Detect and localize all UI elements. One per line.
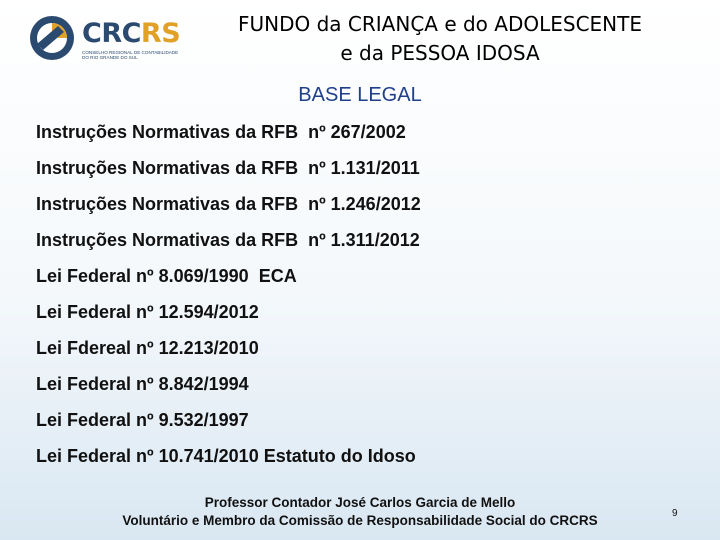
list-item: Lei Fdereal nº 12.213/2010	[36, 338, 259, 358]
page-number: 9	[672, 508, 678, 519]
logo-tagline: CONSELHO REGIONAL DE CONTABILIDADE DO RIO GRANDE DO SUL	[82, 50, 179, 61]
title-line-1: FUNDO da CRIANÇA e do ADOLESCENTE	[238, 12, 642, 36]
footer-credit	[0, 494, 720, 530]
list-item: Instruções Normativas da RFB nº 1.246/2012	[36, 194, 421, 214]
logo-wordmark-primary: CRC	[82, 18, 141, 49]
section-heading: BASE LEGAL	[298, 84, 422, 106]
list-item: Instruções Normativas da RFB nº 1.311/2012	[36, 230, 420, 250]
page-title	[200, 10, 680, 68]
list-item: Lei Federal nº 8.842/1994	[36, 374, 249, 394]
list-item: Lei Federal nº 12.594/2012	[36, 302, 259, 322]
list-item: Instruções Normativas da RFB nº 267/2002	[36, 122, 406, 142]
footer-author: Professor Contador José Carlos Garcia de Mello	[204, 495, 516, 510]
legal-basis-list	[36, 119, 421, 479]
list-item: Instruções Normativas da RFB nº 1.131/2011	[36, 158, 420, 178]
list-item: Lei Federal nº 10.741/2010 Estatuto do Idoso	[36, 446, 416, 466]
logo-wordmark	[82, 18, 180, 49]
footer-role: Voluntário e Membro da Comissão de Responsabilidade Social do CRCRS	[122, 513, 598, 528]
list-item: Lei Federal nº 9.532/1997	[36, 410, 249, 430]
logo-wordmark-accent: RS	[140, 18, 181, 49]
crcrs-emblem-icon	[28, 14, 76, 62]
title-line-2: e da PESSOA IDOSA	[340, 41, 540, 65]
list-item: Lei Federal nº 8.069/1990 ECA	[36, 266, 297, 286]
crcrs-logo	[22, 10, 181, 70]
